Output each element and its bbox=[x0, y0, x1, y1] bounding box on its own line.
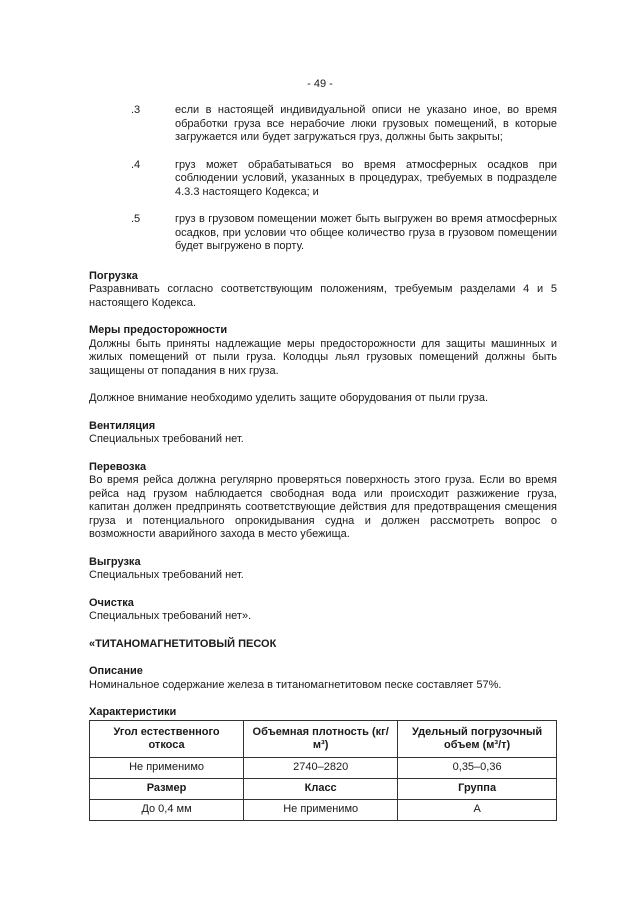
ventilation-section bbox=[89, 420, 557, 447]
characteristics-heading: Характеристики bbox=[89, 706, 177, 718]
table-cell: Не применимо bbox=[90, 757, 244, 778]
list-item bbox=[89, 213, 557, 254]
table-header-cell: Размер bbox=[90, 778, 244, 799]
cargo-title: «ТИТАНОМАГНЕТИТОВЫЙ ПЕСОК bbox=[89, 637, 277, 650]
loading-section bbox=[89, 270, 557, 311]
carriage-text: Во время рейса должна регулярно проверяться поверхность этого груза. Если во время рейса над грузом наблюдается свободная вода или происходит разжижение груза, капитан должен предпринять соответствующие действия для предотвращения смещения груза и потенциального опрокидывания судна и должен рассмотреть вопрос о возможности аварийного захода в место убежища. bbox=[89, 474, 557, 540]
cleaning-text: Специальных требований нет». bbox=[89, 610, 252, 622]
carriage-section bbox=[89, 461, 557, 542]
ventilation-heading: Вентиляция bbox=[89, 419, 156, 432]
description-text: Номинальное содержание железа в титаномагнетитовом песке составляет 57%. bbox=[89, 678, 502, 691]
table-header-row bbox=[90, 720, 557, 757]
table-cell: A bbox=[398, 799, 557, 820]
table-header-cell: Объемная плотность (кг/м³) bbox=[244, 720, 398, 757]
precautions-text: Должны быть приняты надлежащие меры предосторожности для защиты машинных и жилых помещений от пыли груза. Колодцы льял грузовых помещений должны быть защищены от попадания в них груза. bbox=[89, 337, 557, 377]
list-item-number: .5 bbox=[131, 213, 141, 225]
table-cell: 2740–2820 bbox=[244, 757, 398, 778]
table-cell: Не применимо bbox=[244, 799, 398, 820]
discharge-heading: Выгрузка bbox=[89, 555, 141, 568]
precautions-section bbox=[89, 324, 557, 378]
list-item-text: если в настоящей индивидуальной описи не указано иное, во время обработки груза все нерабочие люки грузовых помещений, в которые загружается или будет загружаться груз, должны быть закрыты; bbox=[175, 104, 557, 143]
list-item-number: .3 bbox=[131, 104, 141, 116]
table-header-row bbox=[90, 778, 557, 799]
ventilation-text: Специальных требований нет. bbox=[89, 433, 244, 445]
table-row bbox=[90, 757, 557, 778]
list-item bbox=[89, 159, 557, 200]
description-section bbox=[89, 665, 557, 692]
table-header-cell: Группа bbox=[398, 778, 557, 799]
cleaning-heading: Очистка bbox=[89, 596, 134, 609]
carriage-heading: Перевозка bbox=[89, 460, 147, 473]
precautions-text-2: Должное внимание необходимо уделить защите оборудования от пыли груза. bbox=[89, 392, 489, 404]
page-number: - 49 - bbox=[307, 78, 333, 90]
document-body bbox=[89, 104, 557, 821]
description-heading: Описание bbox=[89, 665, 143, 677]
table-header-cell: Угол естественного откоса bbox=[90, 720, 244, 757]
list-item-number: .4 bbox=[131, 158, 141, 171]
precautions-section-extra bbox=[89, 392, 557, 406]
cleaning-section bbox=[89, 597, 557, 624]
list-item-text: груз в грузовом помещении может быть выгружен во время атмосферных осадков, при условии что общее количество груза в грузовом помещении будет выгружено в порту. bbox=[175, 213, 557, 252]
loading-text: Разравнивать согласно соответствующим положениям, требуемым разделами 4 и 5 настоящего Кодекса. bbox=[89, 283, 557, 309]
characteristics-table bbox=[89, 720, 557, 821]
list-item bbox=[89, 104, 557, 145]
table-row bbox=[90, 799, 557, 820]
precautions-heading: Меры предосторожности bbox=[89, 324, 228, 336]
discharge-section bbox=[89, 556, 557, 583]
table-cell: 0,35–0,36 bbox=[398, 757, 557, 778]
table-header-cell: Удельный погрузочный объем (м³/т) bbox=[398, 720, 557, 757]
table-cell: До 0,4 мм bbox=[90, 799, 244, 820]
discharge-text: Специальных требований нет. bbox=[89, 569, 244, 581]
loading-heading: Погрузка bbox=[89, 269, 138, 282]
list-item-text: груз может обрабатываться во время атмосферных осадков при соблюдении условий, указанных в процедурах, требуемых в подразделе 4.3.3 настоящего Кодекса; и bbox=[175, 158, 557, 198]
table-header-cell: Класс bbox=[244, 778, 398, 799]
